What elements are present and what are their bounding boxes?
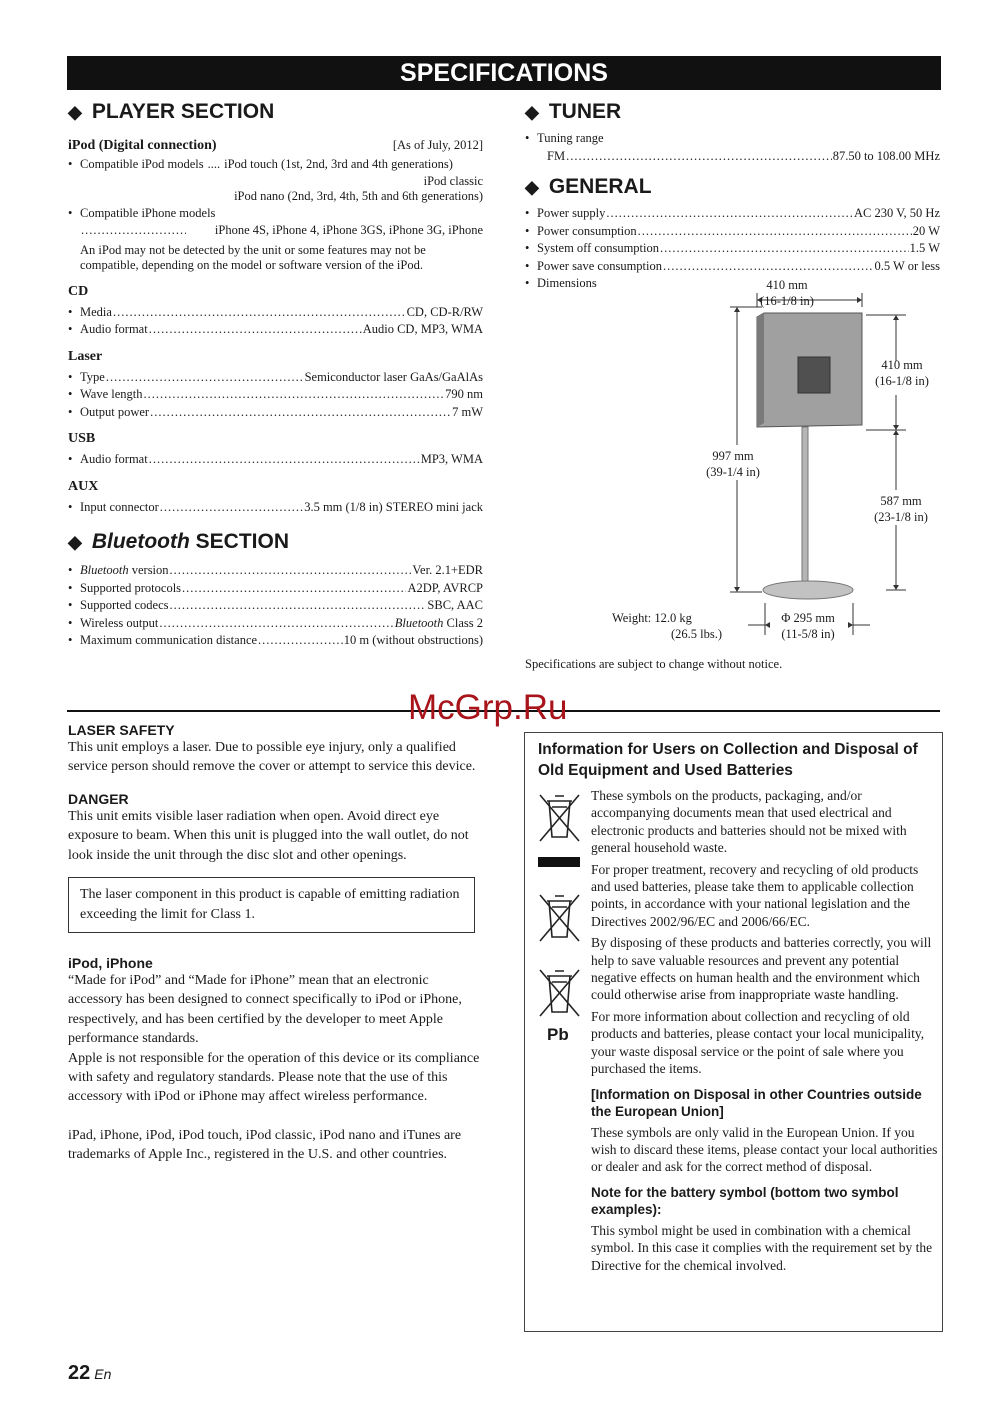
outside-eu-heading: [Information on Disposal in other Countries outside the European Union] xyxy=(591,1086,922,1119)
bluetooth-list xyxy=(68,562,483,650)
ipod-paragraph-3: iPad, iPhone, iPod, iPod touch, iPod classic, iPod nano and iTunes are trademarks of Apple Inc., registered in the U.S. and other countries. xyxy=(68,1127,462,1163)
tuning-range-row: • Tuning range xyxy=(525,131,604,145)
spec-row: • Output power ..... 7 mW xyxy=(68,404,483,422)
danger-title: DANGER xyxy=(68,790,129,807)
disposal-paragraph: For more information about collection and recycling of old products and batteries, please contact your local municipality, your waste disposal service or the point of sale where you purchased the items. xyxy=(591,1008,925,1077)
dim-side: 410 mm (16-1/8 in) xyxy=(875,358,929,388)
laser-class-box: The laser component in this product is capable of emitting radiation exceeding the limit for Class 1. xyxy=(68,877,475,933)
disposal-paragraph: For proper treatment, recovery and recycling of old products and used batteries, please take them to applicable collection points, in accordance with your national legislation and the Directives 2002/96/EC and 2006/66/EC. xyxy=(591,861,919,929)
page-title: SPECIFICATIONS xyxy=(400,59,608,87)
battery-symbol-heading: Note for the battery symbol (bottom two symbol examples): xyxy=(591,1184,899,1217)
spec-row: • Power save consumption ..... 0.5 W or less xyxy=(525,258,940,276)
disposal-paragraph: By disposing of these products and batteries correctly, you will help to save valuable resources and prevent any potential negative effects on human health and the environment which could otherwise arise from inappropriate waste handling. xyxy=(591,935,932,1003)
spec-row: • Supported codecs ..... SBC, AAC xyxy=(68,597,483,615)
laser-title: Laser xyxy=(68,348,103,364)
spec-row: • Audio format ..... Audio CD, MP3, WMA xyxy=(68,321,483,339)
player-column xyxy=(68,100,483,650)
spec-row: • Power consumption ..... 20 W xyxy=(525,223,940,241)
iphone-models-values: ..... iPhone 4S, iPhone 4, iPhone 3GS, iPhone 3G, iPhone xyxy=(68,222,483,240)
ipod-models-line3: iPod nano (2nd, 3rd, 4th, 5th and 6th generations) xyxy=(234,189,483,203)
laser-safety-text: This unit employs a laser. Due to possible eye injury, only a qualified service person should remove the cover or attempt to service this device. xyxy=(68,740,476,775)
general-heading: ◆ GENERAL xyxy=(525,175,652,198)
fm-row: FM ..... 87.50 to 108.00 MHz xyxy=(525,148,940,166)
watermark-logo: McGrp.Ru xyxy=(408,688,568,727)
cd-title: CD xyxy=(68,283,89,299)
spec-row: • Supported protocols ..... A2DP, AVRCP xyxy=(68,580,483,598)
ipod-title: iPod (Digital connection) xyxy=(68,138,217,153)
spec-row: • Wireless output ..... Bluetooth Class 2 xyxy=(68,615,483,633)
page-number: 22 En xyxy=(68,1362,112,1384)
spec-notice: Specifications are subject to change without notice. xyxy=(525,657,783,671)
ipod-note: An iPod may not be detected by the unit or some features may not be compatible, depending on the model or software version of the iPod. xyxy=(80,242,426,272)
diamond-icon: ◆ xyxy=(525,176,539,197)
spec-row: • Bluetooth version ..... Ver. 2.1+EDR xyxy=(68,562,483,580)
usb-title: USB xyxy=(68,431,96,446)
pb-chemical-symbol: Pb xyxy=(547,1025,569,1044)
ipod-date: [As of July, 2012] xyxy=(392,138,483,152)
diamond-icon: ◆ xyxy=(525,101,539,122)
dim-height: 997 mm (39-1/4 in) xyxy=(706,449,760,479)
aux-title: AUX xyxy=(68,478,99,494)
ipod-models-row: • Compatible iPod models .... iPod touch (1st, 2nd, 3rd and 4th generations) xyxy=(68,157,453,171)
safety-column xyxy=(68,708,484,1165)
dim-base: Φ 295 mm (11-5/8 in) xyxy=(781,611,835,641)
ipod-paragraph-1: “Made for iPod” and “Made for iPhone” mean that an electronic accessory has been designed to connect specifically to iPod or iPhone, respectively, and has been certified by the developer to meet Apple performance standards. xyxy=(68,973,462,1047)
spec-row: • Wave length ..... 790 nm xyxy=(68,386,483,404)
iphone-models-row: • Compatible iPhone models xyxy=(68,205,216,220)
diamond-icon: ◆ xyxy=(68,531,82,552)
disposal-text xyxy=(591,787,941,1278)
spec-row: • Type ..... Semiconductor laser GaAs/GaAlAs xyxy=(68,369,483,387)
weight: Weight: 12.0 kg (26.5 lbs.) xyxy=(612,611,722,641)
bluetooth-heading: ◆ Bluetooth SECTION xyxy=(68,530,290,553)
spec-row: • Media ..... CD, CD-R/RW xyxy=(68,304,483,322)
ipod-header xyxy=(68,138,483,154)
weee-bin-icons xyxy=(535,791,585,1056)
dim-top: 410 mm (16-1/8 in) xyxy=(760,278,814,308)
spec-row: • Audio format ..... MP3, WMA xyxy=(68,451,483,469)
diamond-icon: ◆ xyxy=(68,101,82,122)
spec-row: • Maximum communication distance ..... 10 m (without obstructions) xyxy=(68,632,483,650)
laser-safety-title: LASER SAFETY xyxy=(68,722,175,738)
cd-list xyxy=(68,304,483,339)
disposal-paragraph: These symbols on the products, packaging, and/or accompanying documents mean that used electrical and electronic products and batteries should not be mixed with general household waste. xyxy=(591,788,907,856)
disposal-info-box xyxy=(524,732,943,1332)
spec-row: • System off consumption ..... 1.5 W xyxy=(525,240,940,258)
player-heading: ◆ PLAYER SECTION xyxy=(68,100,275,123)
page-title-bar xyxy=(67,56,941,90)
spec-row: • Input connector ..... 3.5 mm (1/8 in) STEREO mini jack xyxy=(68,499,483,517)
spec-row: • Dimensions xyxy=(525,276,597,290)
general-list xyxy=(525,205,940,293)
danger-text: This unit emits visible laser radiation when open. Avoid direct eye exposure to beam. When this unit is plugged into the wall outlet, do not look inside the unit through the disc slot and other openings. xyxy=(68,808,469,863)
disposal-title: Information for Users on Collection and Disposal of Old Equipment and Used Batteries xyxy=(538,741,918,779)
disposal-paragraph: These symbols are only valid in the European Union. If you wish to discard these items, please contact your local authorities or dealer and ask for the correct method of disposal. xyxy=(591,1124,938,1175)
tuner-general-column xyxy=(525,100,940,293)
dim-pole: 587 mm (23-1/8 in) xyxy=(874,494,928,524)
ipod-models-line2: iPod classic xyxy=(423,173,483,188)
laser-list xyxy=(68,369,483,422)
disposal-paragraph: This symbol might be used in combination with a chemical symbol. In this case it complies with the requirement set by the Directive for the chemical involved. xyxy=(591,1222,933,1273)
spec-row: • Power supply ..... AC 230 V, 50 Hz xyxy=(525,205,940,223)
ipod-iphone-title: iPod, iPhone xyxy=(68,955,153,972)
tuner-heading: ◆ TUNER xyxy=(525,100,622,123)
ipod-paragraph-2: Apple is not responsible for the operation of this device or its compliance with safety and regulatory standards. Please note that the use of this accessory with iPod or iPhone may affect wireless performance. xyxy=(68,1050,480,1105)
